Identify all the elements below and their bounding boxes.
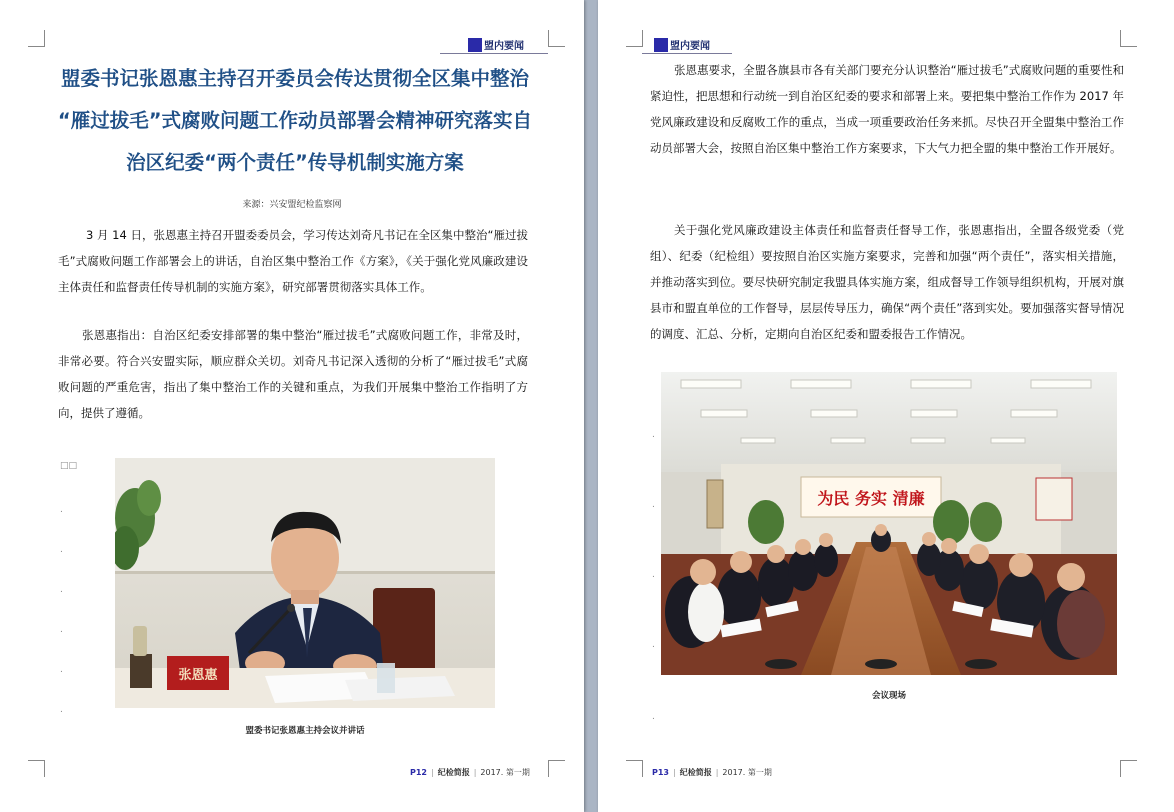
crop-mark: [548, 30, 565, 47]
title-line: 治区纪委“两个责任”传导机制实施方案: [126, 151, 464, 174]
section-tag: [654, 37, 710, 52]
crop-mark: [626, 760, 643, 777]
paragraph-2: 张恩惠指出：自治区纪委安排部署的集中整治“雁过拔毛”式腐败问题工作，非常及时，非常必要。符合兴安盟实际，顺应群众关切。刘奇凡书记深入透彻的分析了“雁过拔毛”式腐败问题的严重危害，指出了集中整治工作的关键和重点，为我们开展集中整治工作指明了方向，提供了遵循。: [58, 328, 528, 420]
para-marker: .: [652, 500, 655, 510]
footer-separator: |: [673, 768, 676, 777]
para-marker: .: [652, 640, 655, 650]
para-marker: .: [60, 705, 63, 715]
page-12: [0, 0, 584, 812]
footer-publication: 纪检简报: [437, 768, 470, 777]
section-tag-label: 盟内要闻: [670, 41, 710, 52]
paragraph-4: 关于强化党风廉政建设主体责任和监督责任督导工作，张恩惠指出，全盟各级党委（党组）、纪委（纪检组）要按照自治区实施方案要求，完善和加强“两个责任”，落实相关措施，并推动落实到位。要尽快研究制定我盟具体实施方案，组成督导工作领导组织机构，开展对旗县市和盟直单位的工作督导，层层传导压力，确保“两个责任”落到实处。要加强落实督导情况的调度、汇总、分析，定期向自治区纪委和盟委报告工作情况。: [650, 223, 1124, 341]
crop-mark: [28, 760, 45, 777]
header-rule: [440, 53, 548, 54]
footer-separator: |: [431, 768, 434, 777]
article-title: [40, 58, 550, 184]
crop-mark: [1120, 760, 1137, 777]
footer-separator: |: [473, 768, 477, 777]
section-square-icon: [654, 38, 668, 52]
para-marker: .: [652, 570, 655, 580]
crop-mark: [548, 760, 565, 777]
para-marker: .: [652, 712, 655, 722]
footer-separator: |: [715, 768, 719, 777]
meeting-photo-image: [661, 372, 1117, 675]
nameplate-text: 张恩惠: [178, 668, 218, 683]
wall-banner-text: 为民 务实 清廉: [817, 489, 925, 508]
footer-issue: 2017. 第一期: [722, 768, 772, 777]
crop-mark: [28, 30, 45, 47]
speaker-photo: [115, 458, 495, 708]
photo-caption: 盟委书记张恩惠主持会议并讲话: [245, 726, 365, 736]
title-line: 盟委书记张恩惠主持召开委员会传达贯彻全区集中整治: [60, 67, 529, 90]
photo-caption: 会议现场: [871, 691, 906, 701]
footer-page-number: P13: [652, 768, 669, 777]
header-rule: [642, 53, 732, 54]
para-marker: .: [60, 505, 63, 515]
speaker-photo-image: [115, 458, 495, 708]
section-tag: [468, 37, 524, 52]
para-marker: .: [60, 585, 63, 595]
para-marker: □□: [60, 461, 78, 471]
para-marker: .: [652, 430, 655, 440]
section-square-icon: [468, 38, 482, 52]
paragraph-1: 3 月 14 日，张恩惠主持召开盟委委员会，学习传达刘奇凡书记在全区集中整治“雁过拔毛”式腐败问题工作部署会上的讲话，自治区集中整治工作《方案》，《关于强化党风廉政建设主体责任和监督责任传导机制的实施方案》，研究部署贯彻落实具体工作。: [58, 228, 528, 294]
page-13: [598, 0, 1174, 812]
crop-mark: [1120, 30, 1137, 47]
crop-mark: [626, 30, 643, 47]
paragraph-3: 张恩惠要求，全盟各旗县市各有关部门要充分认识整治“雁过拔毛”式腐败问题的重要性和紧迫性，把思想和行动统一到自治区纪委的要求和部署上来。要把集中整治工作作为 2017 年党风廉政建设和反腐败工作的重点，当成一项重要政治任务来抓。尽快召开全盟集中整治工作动员部署大会，按照自治区集中整治工作方案要求，下大气力把全盟的集中整治工作开展好。: [650, 63, 1124, 155]
source-line: 来源：兴安盟纪检监察网: [242, 200, 342, 210]
page-footer: [652, 767, 772, 778]
page-footer: [410, 767, 530, 778]
footer-publication: 纪检简报: [679, 768, 712, 777]
footer-issue: 2017. 第一期: [480, 768, 530, 777]
section-tag-label: 盟内要闻: [484, 41, 524, 52]
para-marker: .: [60, 665, 63, 675]
footer-page-number: P12: [410, 768, 427, 777]
para-marker: .: [60, 545, 63, 555]
title-line: “雁过拔毛”式腐败问题工作动员部署会精神研究落实自: [57, 109, 533, 132]
para-marker: .: [60, 625, 63, 635]
meeting-photo: [661, 372, 1117, 675]
